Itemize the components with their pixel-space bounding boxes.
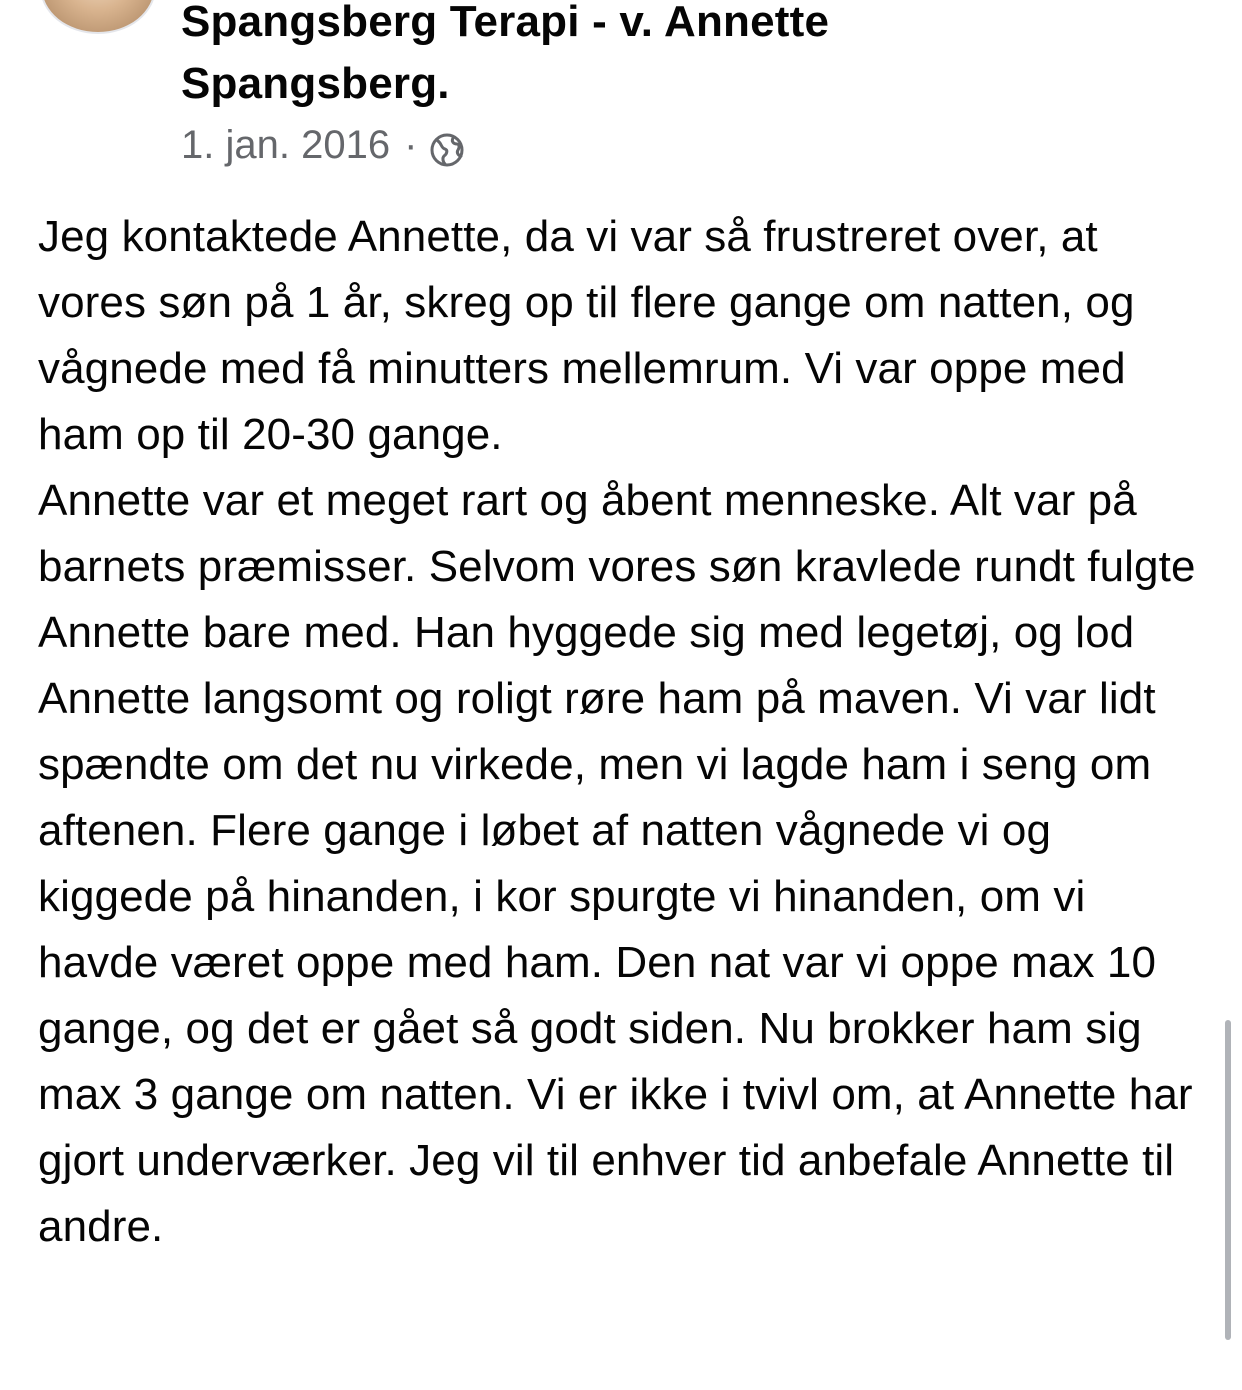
post-text: Jeg kontaktede Annette, da vi var så frustreret over, at vores søn på 1 år, skreg op til flere gange om natten, og vågnede med få minutters mellemrum. Vi var oppe med ham op til 20-30 gange. Annette var et meget rart og åbent menneske. Alt var på barnets præmisser. Selvom vores søn kravlede rundt fulgte Annette bare med. Han hyggede sig med legetøj, og lod Annette langsomt og roligt røre ham på maven. Vi var lidt spændte om det nu virkede, men vi lagde ham i seng om aftenen. Flere gange i løbet af natten vågnede vi og kiggede på hinanden, i kor spurgte vi hinanden, om vi havde været oppe med ham. Den nat var vi oppe max 10 gange, og det er gået så godt siden. Nu brokker ham sig max 3 gange om natten. Vi er ikke i tvivl om, at Annette har gjort underværker. Jeg vil til enhver tid anbefale Annette til andre. [38, 212, 1196, 1251]
author-name[interactable]: Spangsberg Terapi - v. Annette Spangsberg. [181, 0, 830, 108]
post-meta [181, 119, 1081, 171]
avatar[interactable] [40, 0, 156, 34]
meta-separator: · [404, 123, 418, 167]
scrollbar[interactable] [1225, 1020, 1231, 1340]
globe-icon[interactable] [429, 129, 465, 165]
post-header [181, 0, 1081, 171]
post-date[interactable]: 1. jan. 2016 [181, 123, 391, 167]
